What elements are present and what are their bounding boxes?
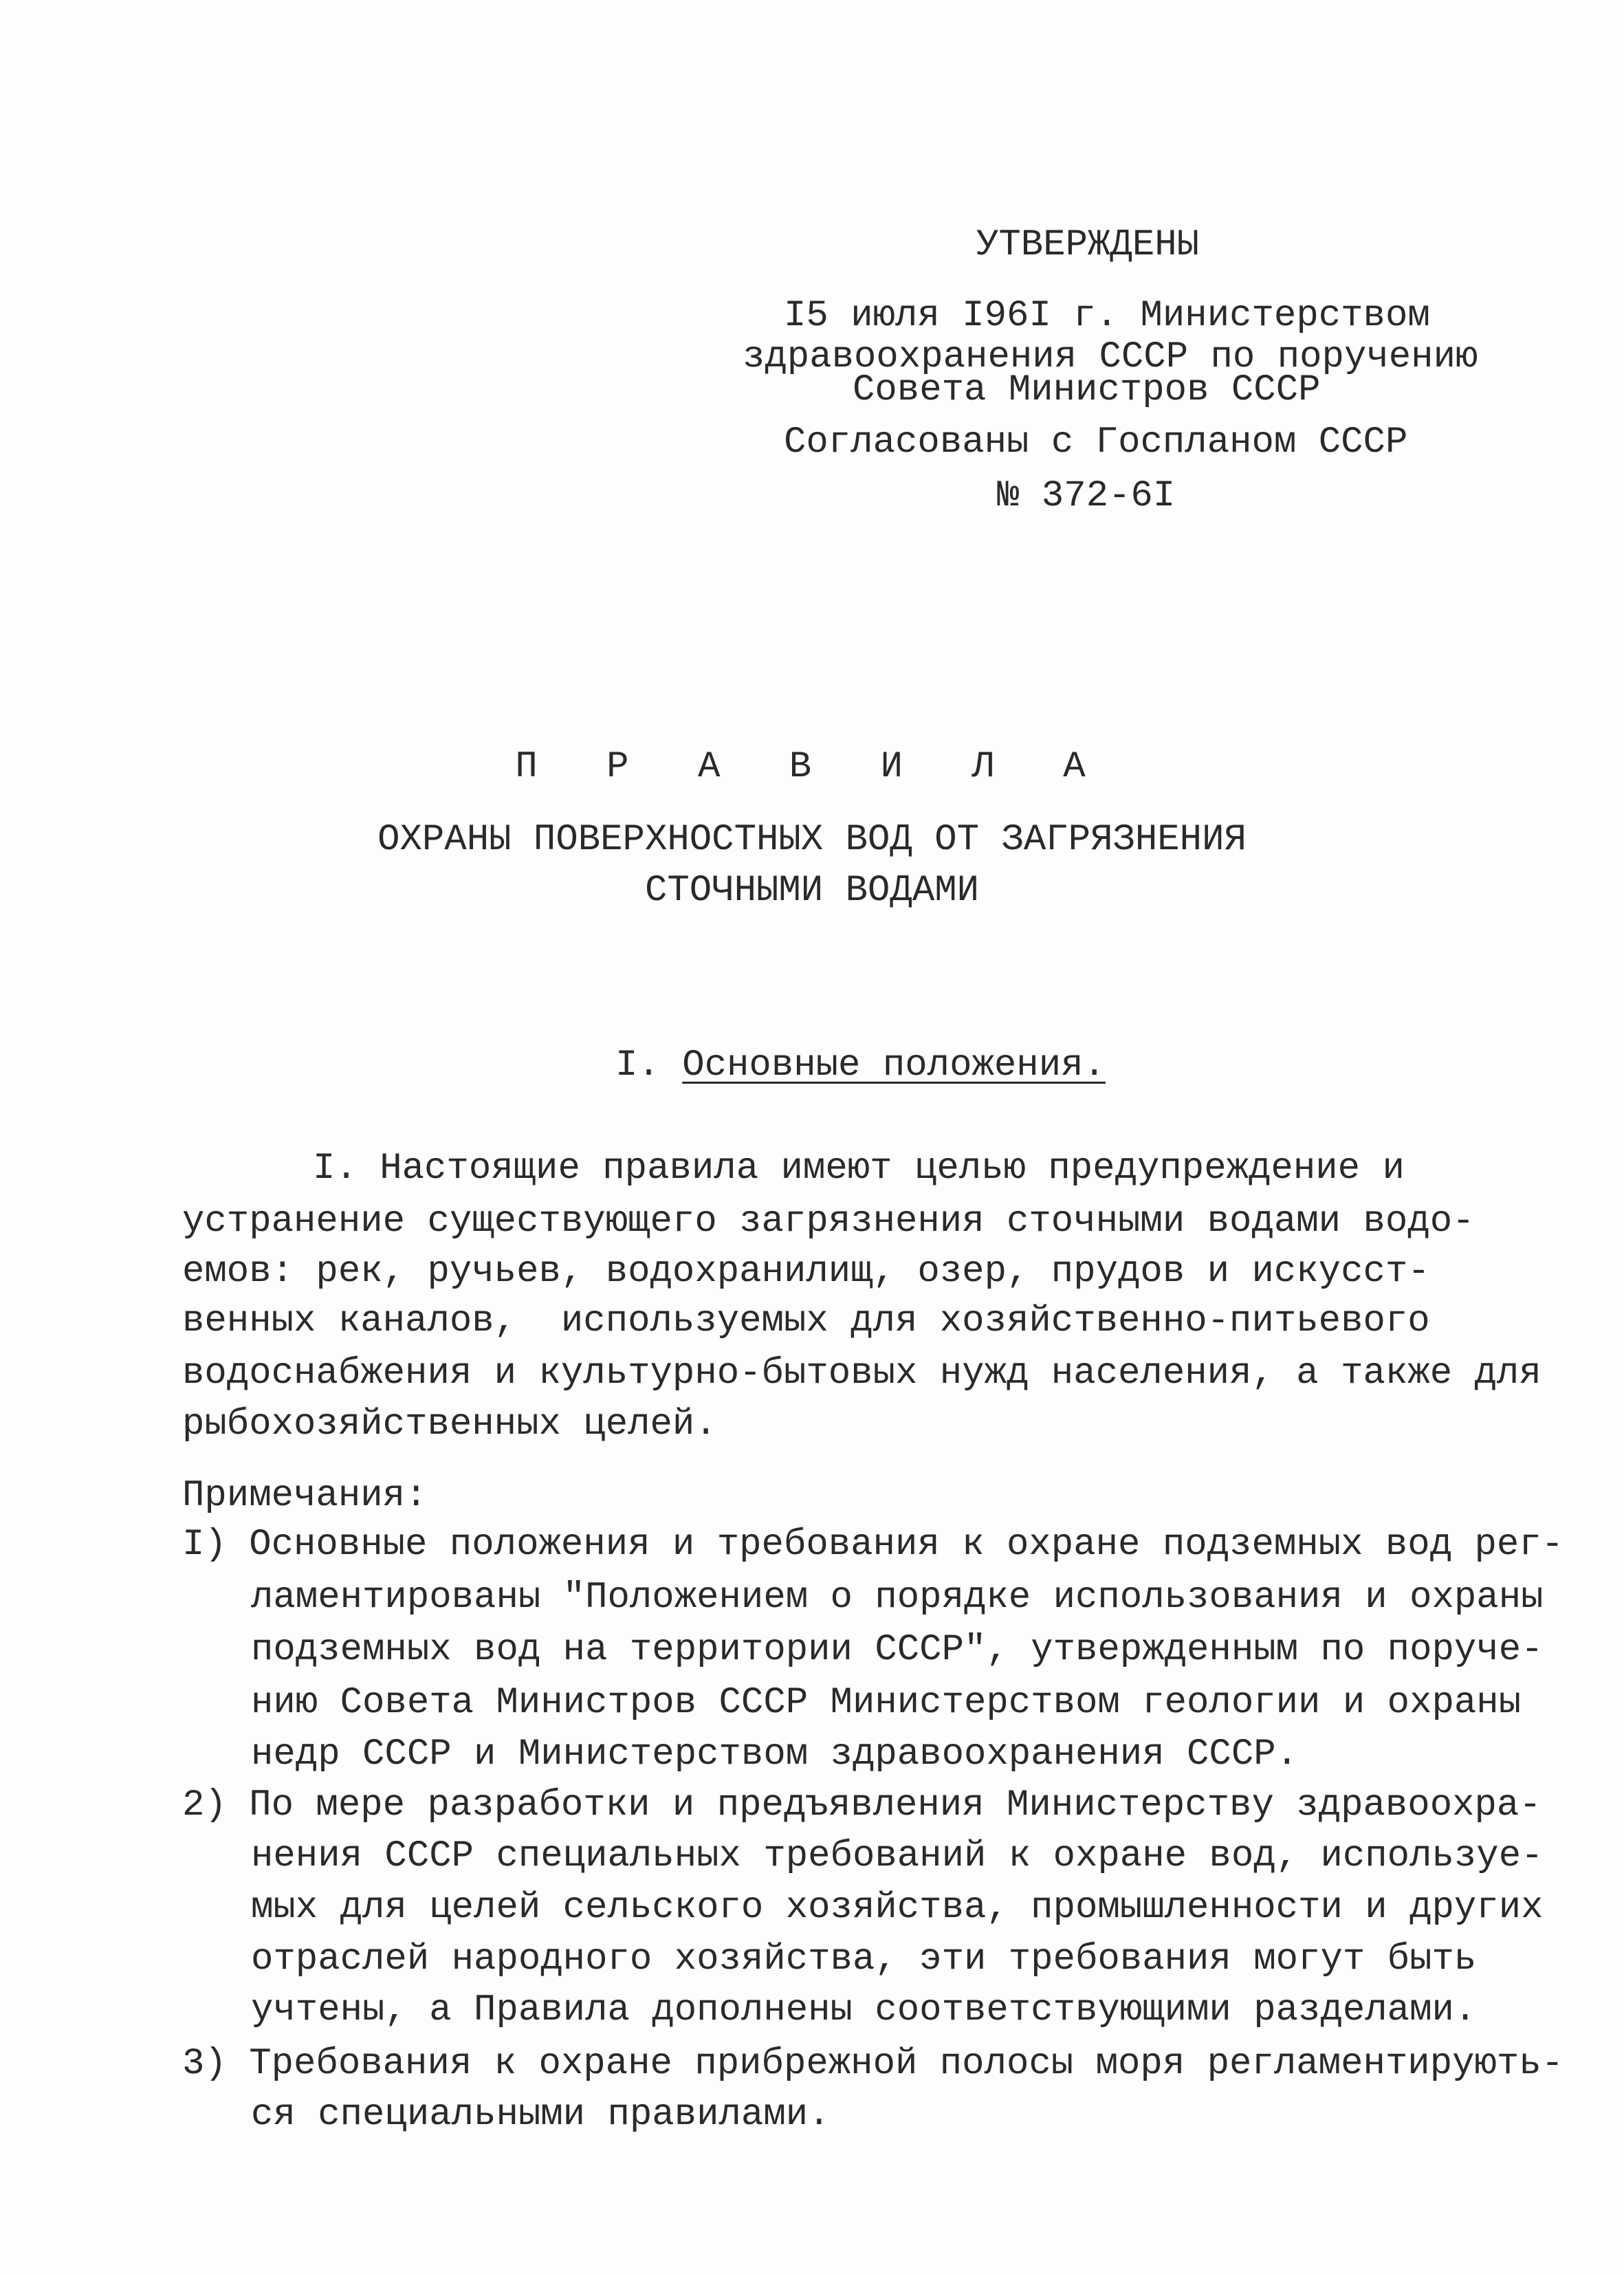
paragraph-line: рыбохозяйственных целей. — [182, 1403, 717, 1445]
document-subtitle-line-1: ОХРАНЫ ПОВЕРХНОСТНЫХ ВОД ОТ ЗАГРЯЗНЕНИЯ — [377, 819, 1247, 861]
paragraph-line: устранение существующего загрязнения сточными водами водо- — [182, 1201, 1475, 1243]
note-line: мых для целей сельского хозяйства, промышленности и других — [251, 1887, 1544, 1929]
notes-heading: Примечания: — [182, 1475, 428, 1517]
note-line: подземных вод на территории СССР", утвержденным по поруче- — [251, 1629, 1544, 1671]
paragraph-line: I. Настоящие правила имеют целью предупреждение и — [313, 1148, 1405, 1190]
note-line: ся специальными правилами. — [251, 2094, 831, 2136]
paragraph-line: венных каналов, используемых для хозяйственно-питьевого — [182, 1300, 1430, 1342]
document-subtitle-line-2: СТОЧНЫМИ ВОДАМИ — [644, 870, 980, 912]
document-title: П Р А В И Л А — [515, 746, 1109, 788]
approval-line-4: Согласованы с Госпланом СССР — [784, 422, 1408, 463]
note-line: нения СССР специальных требований к охране вод, используе- — [251, 1835, 1544, 1877]
approval-line-3: Совета Министров СССР — [853, 369, 1321, 411]
approval-line-1: I5 июля I96I г. Министерством — [784, 295, 1430, 337]
note-line: 3) Требования к охране прибрежной полосы моря регламентирують- — [182, 2043, 1564, 2085]
note-line: отраслей народного хозяйства, эти требования могут быть — [251, 1938, 1477, 1980]
section-title: Основные положения. — [682, 1045, 1106, 1086]
note-line: ламентированы "Положением о порядке использования и охраны — [251, 1577, 1544, 1619]
note-line: I) Основные положения и требования к охране подземных вод рег- — [182, 1524, 1564, 1566]
note-line: недр СССР и Министерством здравоохранения СССР. — [251, 1734, 1299, 1775]
note-line: нию Совета Министров СССР Министерством геологии и охраны — [251, 1682, 1522, 1724]
approval-heading: УТВЕРЖДЕНЫ — [976, 224, 1200, 266]
approval-line-2: здравоохранения СССР по поручению — [743, 336, 1478, 378]
section-number: I. — [615, 1045, 660, 1086]
approval-number: № 372-6I — [997, 475, 1176, 517]
note-line: 2) По мере разработки и предъявления Министерству здравоохра- — [182, 1784, 1541, 1826]
section-heading — [615, 1044, 1106, 1088]
paragraph-line: водоснабжения и культурно-бытовых нужд населения, а также для — [182, 1353, 1541, 1395]
note-line: учтены, а Правила дополнены соответствующими разделами. — [251, 1989, 1477, 2031]
paragraph-line: емов: рек, ручьев, водохранилищ, озер, прудов и искусст- — [182, 1251, 1430, 1293]
